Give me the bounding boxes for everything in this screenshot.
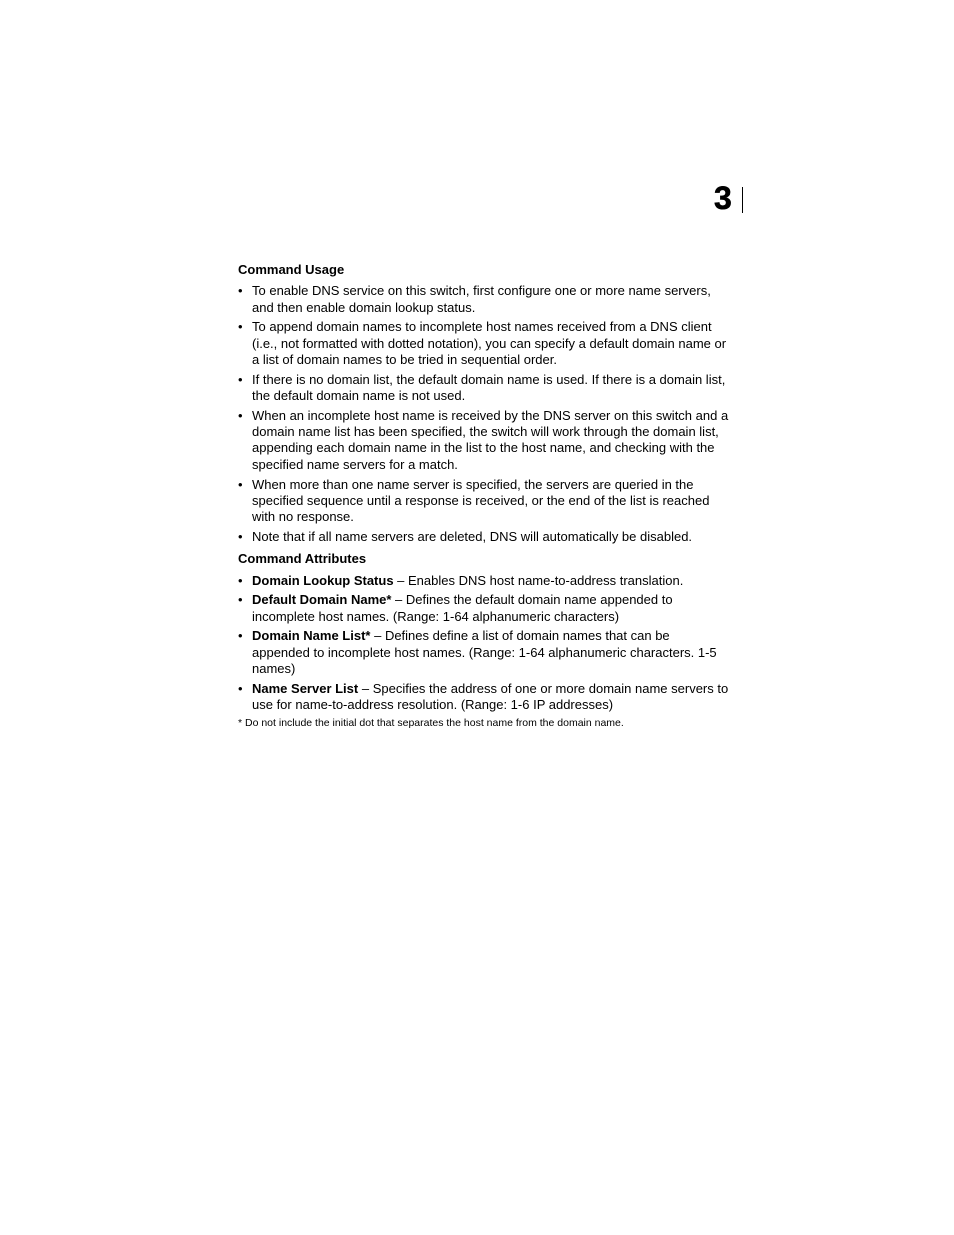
attribute-term: Domain Name List* [252, 628, 371, 644]
list-item [238, 477, 730, 526]
list-item-text: When more than one name server is specified, the servers are queried in the specified sequence until a response is received, or the end of the list is reached with no response. [252, 476, 710, 525]
attribute-description: – Defines the default domain name appended to incomplete host names. (Range: 1-64 alphanumeric characters) [252, 592, 673, 624]
attribute-term: Default Domain Name* [252, 592, 392, 608]
footnote: * Do not include the initial dot that separates the host name from the domain name. [238, 716, 624, 729]
attribute-item [238, 592, 730, 625]
bullet-icon: • [238, 476, 243, 492]
list-item-text: Note that if all name servers are deleted, DNS will automatically be disabled. [252, 528, 693, 544]
list-item-text: To enable DNS service on this switch, first configure one or more name servers, and then enable domain lookup status. [252, 283, 711, 315]
page-content [238, 262, 730, 730]
list-item-text: If there is no domain list, the default domain name is used. If there is a domain list, the default domain name is not used. [252, 371, 726, 404]
list-item [238, 319, 730, 368]
attribute-item [238, 628, 730, 677]
bullet-icon: • [238, 680, 243, 696]
bullet-icon: • [238, 572, 243, 588]
command-usage-heading: Command Usage [238, 262, 345, 277]
attribute-description: – Defines define a list of domain names that can be appended to incomplete host names. (Range: 1-64 alphanumeric characters. 1-5 names) [252, 628, 717, 677]
chapter-number: 3 [714, 180, 732, 216]
attribute-item [238, 681, 730, 714]
list-item-text: When an incomplete host name is received by the DNS server on this switch and a domain name list has been specified, the switch will work through the domain list, appending each domain name in the list to the host name, and checking with the specified name servers for a match. [252, 407, 729, 472]
list-item [238, 408, 730, 473]
bullet-icon: • [238, 528, 243, 544]
attribute-term: Name Server List [252, 680, 359, 696]
command-attributes-heading: Command Attributes [238, 551, 367, 567]
bullet-icon: • [238, 628, 243, 644]
attribute-term: Domain Lookup Status [252, 572, 394, 588]
list-item [238, 372, 730, 405]
list-item-text: To append domain names to incomplete host names received from a DNS client (i.e., not formatted with dotted notation), you can specify a default domain name or a list of domain names to be tried in sequential order. [252, 319, 727, 367]
command-attributes-list [238, 573, 730, 714]
attribute-description: – Specifies the address of one or more domain name servers to use for name-to-address resolution. (Range: 1-6 IP addresses) [252, 680, 729, 713]
bullet-icon: • [238, 592, 243, 608]
list-item [238, 283, 730, 316]
attribute-item [238, 573, 730, 589]
chapter-marker [714, 180, 743, 216]
command-usage-list [238, 283, 730, 545]
bullet-icon: • [238, 371, 243, 387]
bullet-icon: • [238, 283, 243, 299]
list-item [238, 529, 730, 545]
bullet-icon: • [238, 319, 243, 335]
attribute-description: – Enables DNS host name-to-address translation. [393, 572, 684, 588]
bullet-icon: • [238, 407, 243, 423]
